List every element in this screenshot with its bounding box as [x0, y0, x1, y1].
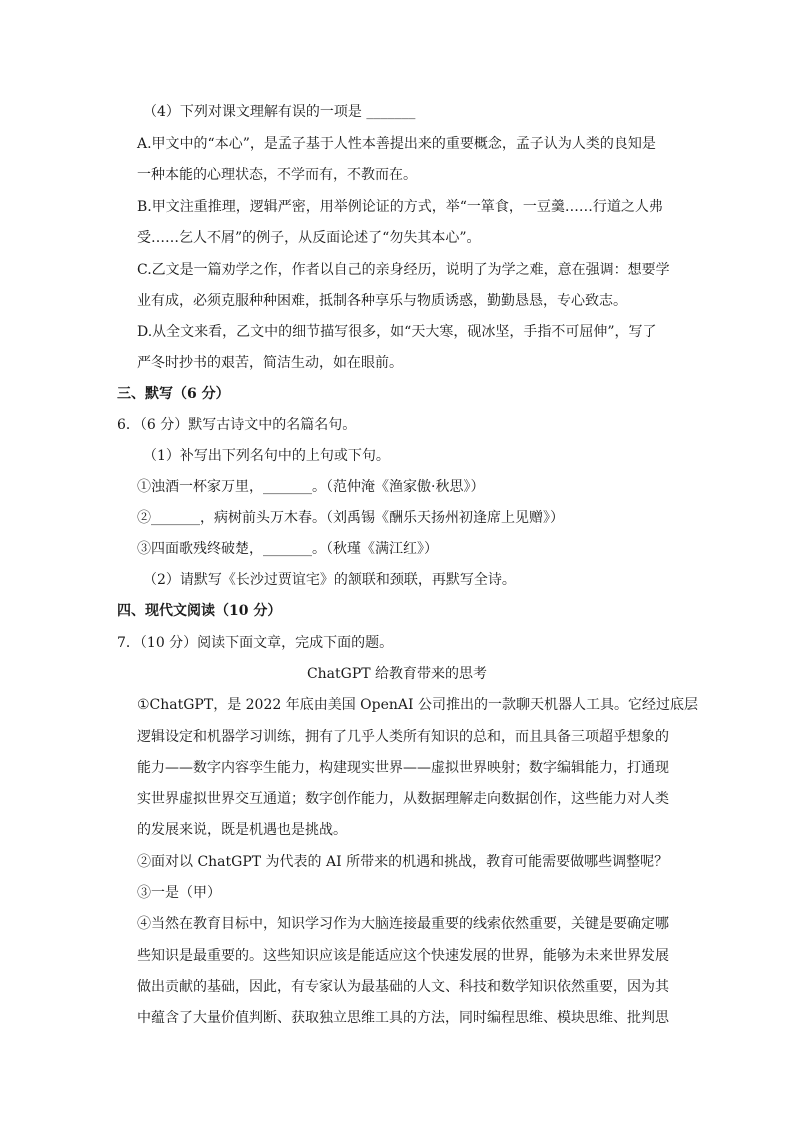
- option-d-line-2: 严冬时抄书的艰苦，简洁生动，如在眼前。: [137, 355, 403, 371]
- section-4-heading: 四、现代文阅读（10 分）: [117, 603, 282, 619]
- paragraph-4-line-3: 做出贡献的基础，因此，有专家认为最基础的人文、科技和数学知识依然重要，因为其: [137, 979, 669, 995]
- recitation-item-1: ①浊酒一杯家万里，_______。（范仲淹《渔家傲·秋思》）: [137, 479, 485, 495]
- option-c-line-1: C.乙文是一篇劝学之作，作者以自己的亲身经历，说明了为学之难，意在强调：想要学: [137, 262, 670, 278]
- question-6-part-2: （2）请默写《长沙过贾谊宅》的颔联和颈联，再默写全诗。: [143, 572, 516, 588]
- option-d-line-1: D.从全文来看，乙文中的细节描写很多，如“天大寒，砚冰坚，手指不可屈伸”，写了: [137, 324, 657, 340]
- option-a-line-2: 一种本能的心理状态，不学而有，不教而在。: [137, 167, 417, 183]
- section-3-heading: 三、默写（6 分）: [117, 386, 230, 402]
- paragraph-3: ③一是（甲）: [137, 885, 221, 901]
- paragraph-1-line-3: 能力——数字内容孪生能力，构建现实世界——虚拟世界映射；数字编辑能力，打通现: [137, 760, 669, 776]
- option-b-line-1: B.甲文注重推理，逻辑严密，用举例论证的方式，举“一箪食，一豆羹……行道之人弗: [137, 199, 663, 215]
- option-c-line-2: 业有成，必须克服种种困难，抵制各种享乐与物质诱惑，勤勤恳恳，专心致志。: [137, 293, 627, 309]
- option-b-line-2: 受……乞人不屑”的例子，从反面论述了“勿失其本心”。: [137, 230, 481, 246]
- paragraph-4-line-1: ④当然在教育目标中，知识学习作为大脑连接最重要的线索依然重要，关键是要确定哪: [137, 916, 669, 932]
- paragraph-1-line-2: 逻辑设定和机器学习训练，拥有了几乎人类所有知识的总和，而且具备三项超乎想象的: [137, 729, 669, 745]
- article-title: ChatGPT 给教育带来的思考: [306, 666, 488, 682]
- paragraph-1-line-4: 实世界虚拟世界交互通道；数字创作能力，从数据理解走向数据创作，这些能力对人类: [137, 791, 669, 807]
- question-6-stem: 6．（6 分）默写古诗文中的名篇名句。: [117, 417, 357, 433]
- paragraph-1-line-1: ①ChatGPT，是 2022 年底由美国 OpenAI 公司推出的一款聊天机器人工具。它经过底层: [137, 697, 699, 713]
- recitation-item-2: ②_______，病树前头万木春。（刘禹锡《酬乐天扬州初逢席上见赠》）: [137, 510, 564, 526]
- paragraph-1-line-5: 的发展来说，既是机遇也是挑战。: [137, 822, 347, 838]
- question-4-stem: （4）下列对课文理解有误的一项是 _______: [143, 104, 416, 120]
- paragraph-4-line-4: 中蕴含了大量价值判断、获取独立思维工具的方法，同时编程思维、模块思维、批判思: [137, 1010, 669, 1026]
- paragraph-2: ②面对以 ChatGPT 为代表的 AI 所带来的机遇和挑战，教育可能需要做哪些调整呢？: [137, 854, 669, 870]
- question-7-stem: 7．（10 分）阅读下面文章，完成下面的题。: [117, 635, 394, 651]
- option-a-line-1: A.甲文中的“本心”，是孟子基于人性本善提出来的重要概念，孟子认为人类的良知是: [137, 136, 656, 152]
- question-6-part-1: （1）补写出下列名句中的上句或下句。: [143, 448, 390, 464]
- paragraph-4-line-2: 些知识是最重要的。这些知识应该是能适应这个快速发展的世界，能够为未来世界发展: [137, 948, 669, 964]
- recitation-item-3: ③四面歌残终破楚，_______。（秋瑾《满江红》）: [137, 541, 438, 557]
